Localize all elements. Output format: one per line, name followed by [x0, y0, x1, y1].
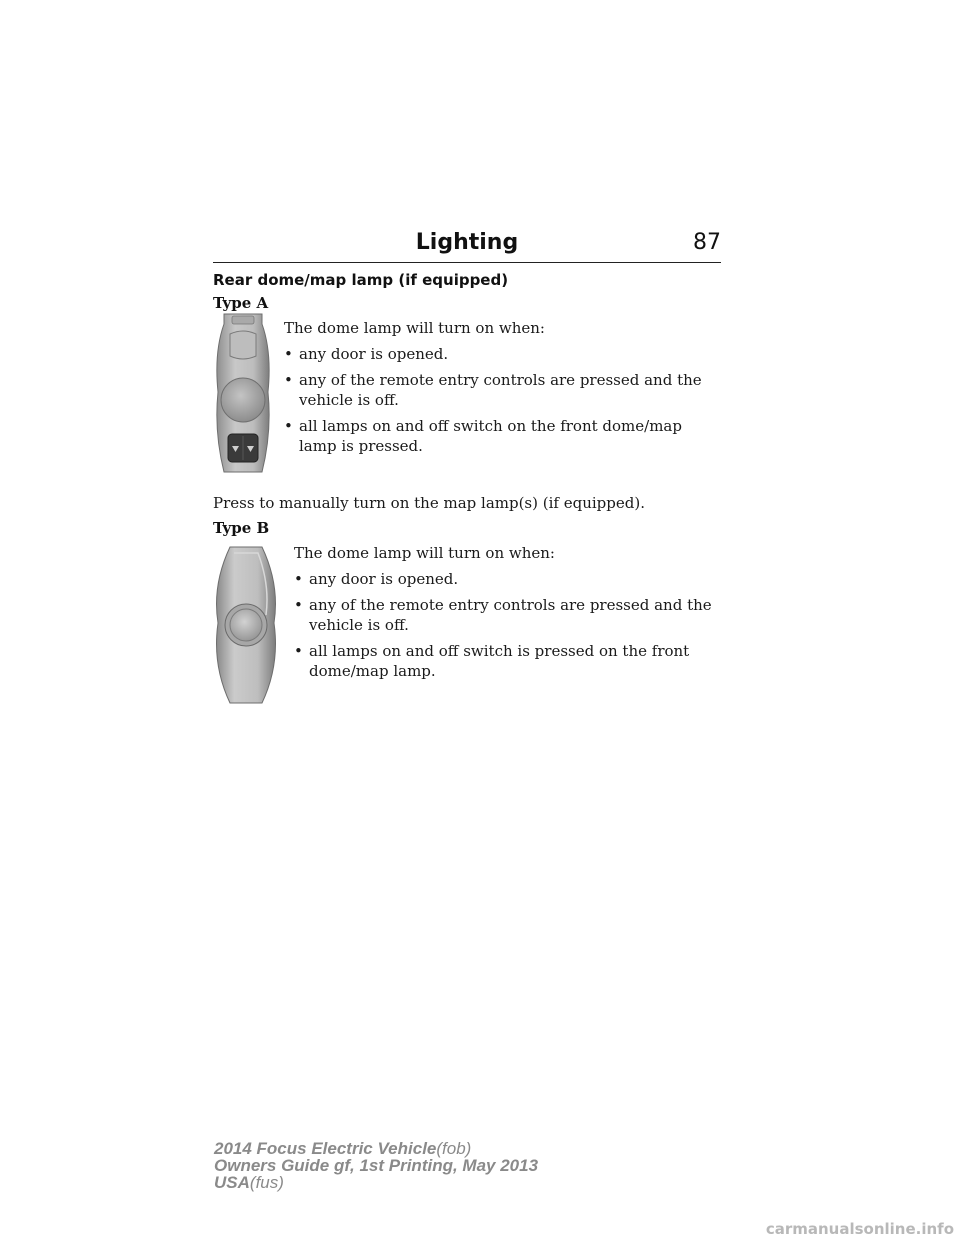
list-item: • all lamps on and off switch on the front dome/map lamp is pressed.: [284, 417, 682, 455]
watermark: carmanualsonline.info: [765, 1220, 954, 1238]
page-number: 87: [693, 230, 721, 255]
bullet-icon: •: [294, 642, 303, 660]
list-item: • any door is opened.: [294, 570, 459, 588]
footer-line-1: 2014 Focus Electric Vehicle(fob): [214, 1139, 472, 1158]
list-item: • any of the remote entry controls are pressed and the vehicle is off.: [284, 371, 702, 409]
footer-line-2: Owners Guide gf, 1st Printing, May 2013: [214, 1156, 539, 1175]
type-a-bullet-list: [284, 344, 724, 456]
footer-line-3: USA(fus): [214, 1173, 284, 1192]
type-b-text: [294, 543, 714, 687]
bullet-icon: •: [284, 417, 293, 435]
type-a-label: Type A: [213, 294, 269, 312]
chapter-title: Lighting: [415, 230, 519, 255]
manual-press-paragraph: Press to manually turn on the map lamp(s) (if equipped).: [213, 494, 645, 512]
type-b-label: Type B: [213, 519, 270, 537]
type-b-intro: The dome lamp will turn on when:: [294, 544, 555, 562]
type-b-lamp-illustration: [210, 545, 282, 705]
bullet-icon: •: [284, 371, 293, 389]
bullet-icon: •: [284, 345, 293, 363]
bullet-icon: •: [294, 596, 303, 614]
type-b-bullet-list: [294, 569, 714, 681]
type-a-intro: The dome lamp will turn on when:: [284, 319, 545, 337]
type-a-lamp-illustration: [212, 312, 274, 478]
page-header: [213, 228, 721, 263]
bullet-icon: •: [294, 570, 303, 588]
type-a-text: [284, 318, 724, 462]
document-footer: [214, 1140, 538, 1191]
list-item: • any door is opened.: [284, 345, 449, 363]
list-item: • all lamps on and off switch is pressed on the front dome/map lamp.: [294, 642, 690, 680]
list-item: • any of the remote entry controls are pressed and the vehicle is off.: [294, 596, 712, 634]
section-heading: Rear dome/map lamp (if equipped): [213, 271, 509, 289]
